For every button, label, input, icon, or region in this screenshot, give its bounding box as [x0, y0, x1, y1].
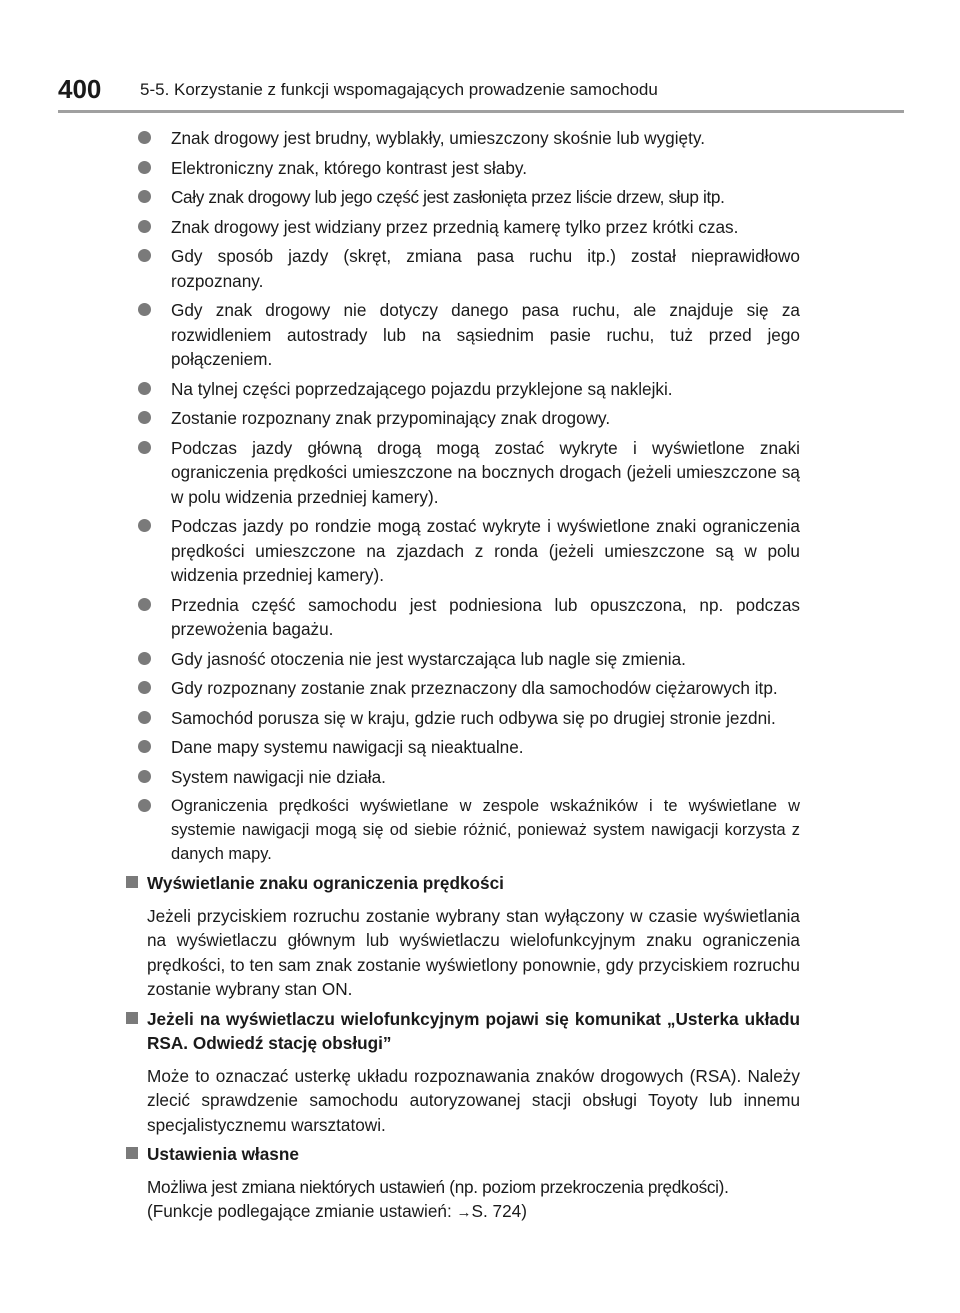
header-divider	[58, 110, 904, 113]
list-item: Zostanie rozpoznany znak przypominający znak drogowy.	[124, 406, 800, 431]
page-reference-link[interactable]: S. 724)	[471, 1201, 527, 1221]
section-body-reference: (Funkcje podlegające zmianie ustawień: →S. 724)	[147, 1201, 527, 1221]
bullet-icon	[138, 220, 151, 233]
section-title: 5-5. Korzystanie z funkcji wspomagających prowadzenie samochodu	[140, 80, 658, 99]
section-marker-icon	[126, 876, 138, 888]
list-item: Na tylnej części poprzedzającego pojazdu przyklejone są naklejki.	[124, 377, 800, 402]
bullet-icon	[138, 740, 151, 753]
bullet-icon	[138, 770, 151, 783]
bullet-icon	[138, 190, 151, 203]
list-item: Przednia część samochodu jest podniesiona lub opuszczona, np. podczas przewożenia bagażu.	[124, 593, 800, 642]
section-marker-icon	[126, 1147, 138, 1159]
list-item: Znak drogowy jest brudny, wyblakły, umieszczony skośnie lub wygięty.	[124, 126, 800, 151]
section-heading: Wyświetlanie znaku ograniczenia prędkości	[147, 873, 504, 893]
section-rsa-fault-message	[124, 1007, 800, 1138]
section-body-line: Możliwa jest zmiana niektórych ustawień (np. poziom przekroczenia prędkości).	[147, 1176, 729, 1197]
section-body: Jeżeli przyciskiem rozruchu zostanie wybrany stan wyłączony w czasie wyświetlania na wyświetlaczu głównym lub wyświetlaczu wielofunkcyjnym znaku ograniczenia prędkości, to ten sam znak zostanie wyświetlony ponownie, gdy przyciskiem rozruchu zostanie wybrany stan ON.	[147, 905, 800, 999]
list-item: Dane mapy systemu nawigacji są nieaktualne.	[124, 735, 800, 760]
list-item: Gdy znak drogowy nie dotyczy danego pasa ruchu, ale znajduje się za rozwidleniem autostrady lub na sąsiednim pasie ruchu, tuż przed jego połączeniem.	[124, 298, 800, 372]
page-header	[58, 76, 904, 112]
bullet-icon	[138, 249, 151, 262]
list-item: Gdy sposób jazdy (skręt, zmiana pasa ruchu itp.) został nieprawidłowo rozpoznany.	[124, 244, 800, 293]
bullet-icon	[138, 441, 151, 454]
bullet-icon	[138, 161, 151, 174]
list-item: Gdy rozpoznany zostanie znak przeznaczony dla samochodów ciężarowych itp.	[124, 676, 800, 701]
list-item: Podczas jazdy główną drogą mogą zostać wykryte i wyświetlone znaki ograniczenia prędkości umieszczone na bocznych drogach (jeżeli umieszczone są w polu widzenia przedniej kamery).	[124, 436, 800, 510]
page-number: 400	[58, 74, 102, 104]
list-item: Cały znak drogowy lub jego część jest zasłonięta przez liście drzew, słup itp.	[124, 185, 800, 210]
section-marker-icon	[126, 1012, 138, 1024]
arrow-right-icon: →	[456, 1204, 472, 1221]
section-custom-settings	[124, 1142, 800, 1226]
list-item: Elektroniczny znak, którego kontrast jest słaby.	[124, 156, 800, 181]
bullet-icon	[138, 711, 151, 724]
bullet-icon	[138, 799, 151, 812]
section-body	[147, 1175, 800, 1226]
list-item: Samochód porusza się w kraju, gdzie ruch odbywa się po drugiej stronie jezdni.	[124, 706, 800, 731]
bullet-icon	[138, 303, 151, 316]
section-body: Może to oznaczać usterkę układu rozpoznawania znaków drogowych (RSA). Należy zlecić sprawdzenie samochodu autoryzowanej stacji obsługi Toyoty lub innemu specjalistycznemu warsztatowi.	[147, 1065, 800, 1135]
list-item: System nawigacji nie działa.	[124, 765, 800, 790]
section-heading: Ustawienia własne	[147, 1144, 299, 1164]
bullet-icon	[138, 411, 151, 424]
list-item: Ograniczenia prędkości wyświetlane w zespole wskaźników i te wyświetlane w systemie nawigacji mogą się od siebie różnić, ponieważ system nawigacji korzysta z danych mapy.	[124, 794, 800, 866]
bullet-icon	[138, 652, 151, 665]
bullet-icon	[138, 519, 151, 532]
page-content	[124, 126, 800, 1226]
list-item: Znak drogowy jest widziany przez przednią kamerę tylko przez krótki czas.	[124, 215, 800, 240]
section-heading: Jeżeli na wyświetlaczu wielofunkcyjnym pojawi się komunikat „Usterka układu RSA. Odwiedź stację obsługi”	[147, 1008, 800, 1053]
bullet-icon	[138, 131, 151, 144]
list-item: Podczas jazdy po rondzie mogą zostać wykryte i wyświetlone znaki ograniczenia prędkości umieszczone na zjazdach z ronda (jeżeli umieszczone są w polu widzenia przedniej kamery).	[124, 514, 800, 588]
section-speed-limit-display	[124, 871, 800, 1002]
bullet-icon	[138, 681, 151, 694]
bullet-icon	[138, 382, 151, 395]
list-item: Gdy jasność otoczenia nie jest wystarczająca lub nagle się zmienia.	[124, 647, 800, 672]
bullet-icon	[138, 598, 151, 611]
